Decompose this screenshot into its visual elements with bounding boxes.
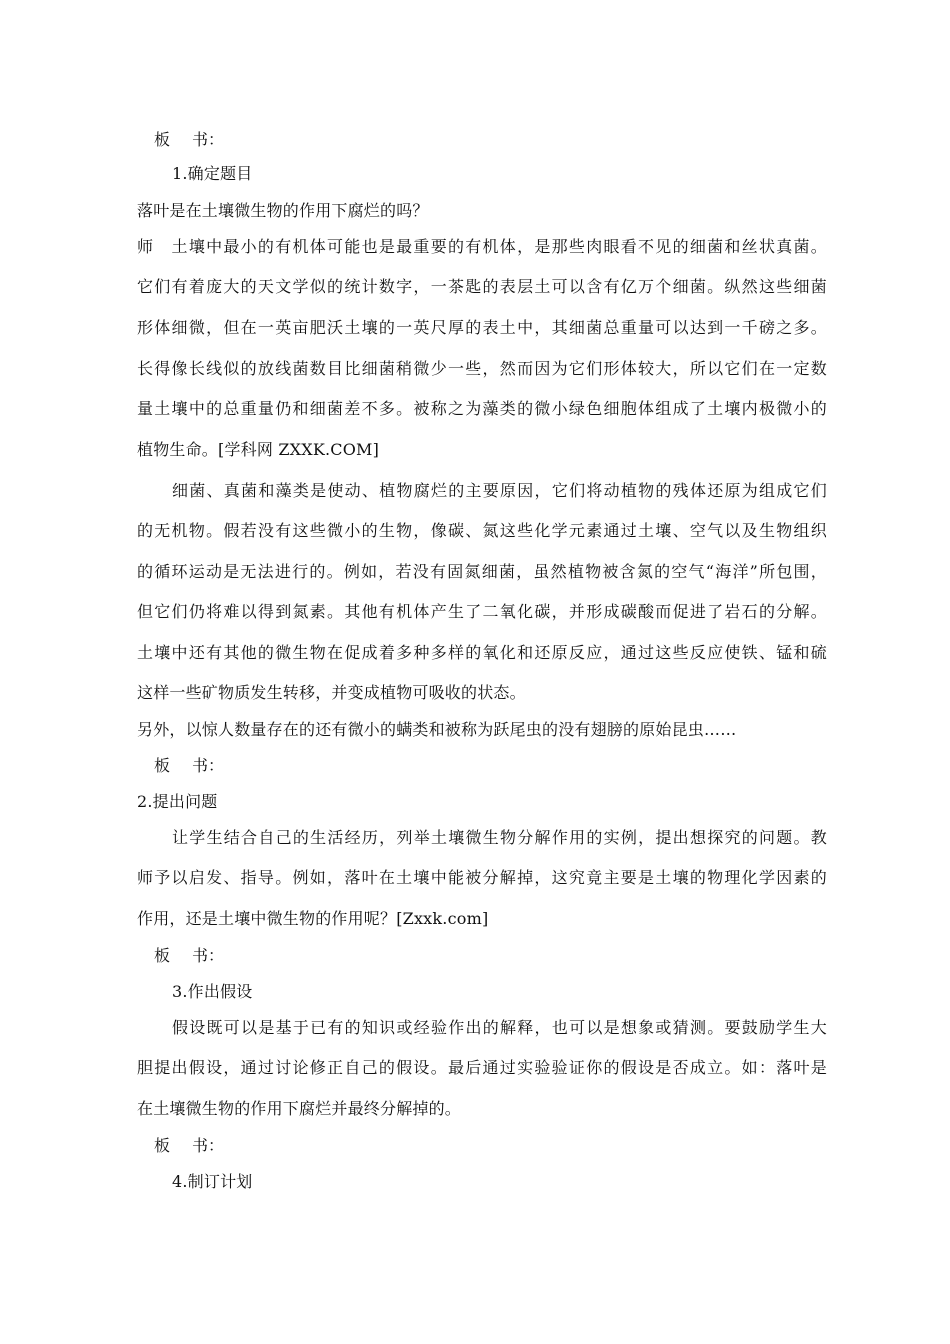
board-char: 板 <box>154 130 171 149</box>
board-char: 书： <box>192 130 225 149</box>
board-char: 板 <box>154 756 171 775</box>
step-heading: 1.确定题目 <box>172 164 253 183</box>
paragraph-line: 师予以启发、指导。例如，落叶在土壤中能被分解掉，这究竟主要是土壤的物理化学因素的 <box>137 868 827 887</box>
paragraph-line: 假设既可以是基于已有的知识或经验作出的解释，也可以是想象或猜测。要鼓励学生大 <box>172 1018 827 1037</box>
paragraph-line: 作用，还是土壤中微生物的作用呢？[Zxxk.com] <box>137 909 489 928</box>
board-char: 书： <box>192 946 225 965</box>
paragraph-line: 在土壤微生物的作用下腐烂并最终分解掉的。 <box>137 1099 462 1118</box>
paragraph-line: 让学生结合自己的生活经历，列举土壤微生物分解作用的实例，提出想探究的问题。教 <box>172 828 827 847</box>
board-label <box>154 1136 844 1156</box>
board-char: 板 <box>154 1136 171 1155</box>
paragraph-line: 师 土壤中最小的有机体可能也是最重要的有机体，是那些肉眼看不见的细菌和丝状真菌。 <box>137 237 827 256</box>
paragraph-line: 另外，以惊人数量存在的还有微小的螨类和被称为跃尾虫的没有翅膀的原始昆虫…… <box>137 720 737 739</box>
paragraph-line: 的无机物。假若没有这些微小的生物，像碳、氮这些化学元素通过土壤、空气以及生物组织 <box>137 521 827 540</box>
paragraph-line: 量土壤中的总重量仍和细菌差不多。被称之为藻类的微小绿色细胞体组成了土壤内极微小的 <box>137 399 827 418</box>
topic-title: 落叶是在土壤微生物的作用下腐烂的吗？ <box>137 201 429 220</box>
board-label <box>154 130 844 150</box>
board-label <box>154 756 844 776</box>
step-heading: 4.制订计划 <box>172 1172 253 1191</box>
board-char: 书： <box>192 1136 225 1155</box>
paragraph-line: 胆提出假设，通过讨论修正自己的假设。最后通过实验验证你的假设是否成立。如：落叶是 <box>137 1058 827 1077</box>
paragraph-line: 细菌、真菌和藻类是使动、植物腐烂的主要原因，它们将动植物的残体还原为组成它们 <box>172 481 827 500</box>
paragraph-line: 但它们仍将难以得到氮素。其他有机体产生了二氧化碳，并形成碳酸而促进了岩石的分解。 <box>137 602 827 621</box>
paragraph-line: 土壤中还有其他的微生物在促成着多种多样的氧化和还原反应，通过这些反应使铁、锰和硫 <box>137 643 827 662</box>
paragraph-line: 形体细微，但在一英亩肥沃土壤的一英尺厚的表土中，其细菌总重量可以达到一千磅之多。 <box>137 318 827 337</box>
paragraph-line: 长得像长线似的放线菌数目比细菌稍微少一些，然而因为它们形体较大，所以它们在一定数 <box>137 359 827 378</box>
paragraph-line: 这样一些矿物质发生转移，并变成植物可吸收的状态。 <box>137 683 526 702</box>
paragraph-line: 的循环运动是无法进行的。例如，若没有固氮细菌，虽然植物被含氮的空气“海洋”所包围， <box>137 562 827 581</box>
board-char: 书： <box>192 756 225 775</box>
paragraph-line: 它们有着庞大的天文学似的统计数字，一茶匙的表层土可以含有亿万个细菌。纵然这些细菌 <box>137 277 827 296</box>
board-label <box>154 946 844 966</box>
paragraph-line: 植物生命。[学科网 ZXXK.COM] <box>137 440 380 459</box>
step-heading: 2.提出问题 <box>137 792 218 811</box>
board-char: 板 <box>154 946 171 965</box>
step-heading: 3.作出假设 <box>172 982 253 1001</box>
